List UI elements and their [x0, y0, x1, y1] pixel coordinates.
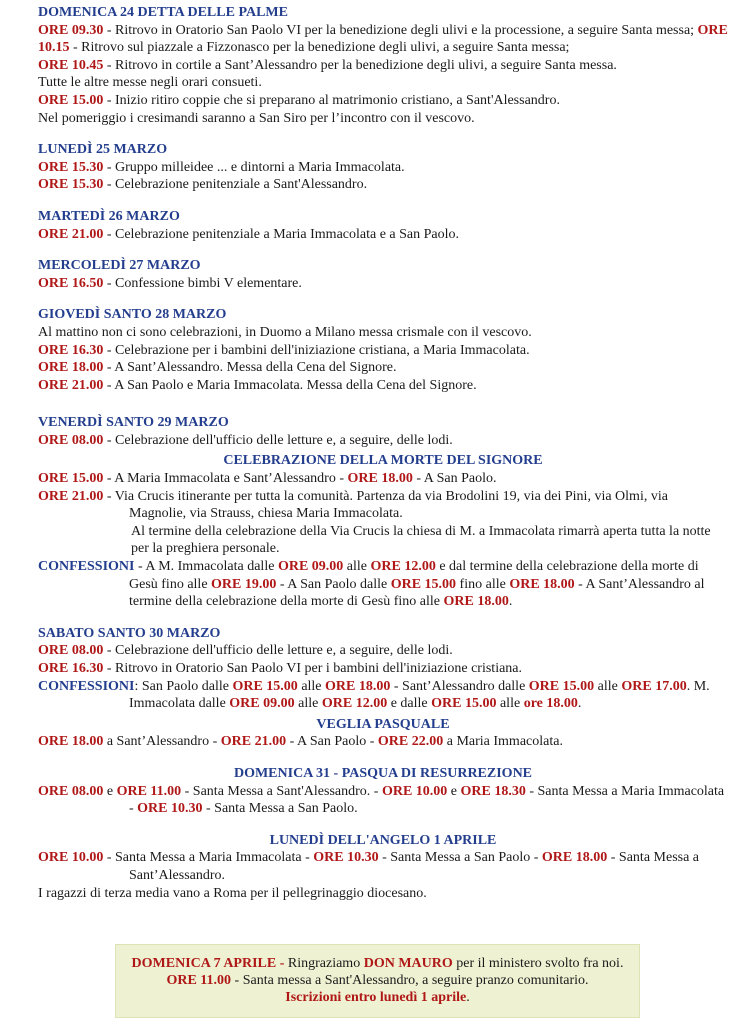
section-sabato-30	[38, 625, 728, 751]
section-title: LUNEDÌ DELL'ANGELO 1 APRILE	[269, 832, 497, 848]
section-domenica-31	[38, 765, 728, 818]
schedule-note: I ragazzi di terza media vano a Roma per il pellegrinaggio diocesano.	[38, 885, 427, 901]
schedule-line: ORE 09.30 - Ritrovo in Oratorio San Paolo VI per la benedizione degli ulivi e la processione, a seguire Santa messa; ORE 10.15 - Ritrovo sul piazzale a Fizzonasco per la benedizione degli ulivi, a seguire Santa messa;	[38, 22, 728, 56]
section-venerdi-29	[38, 414, 728, 611]
section-title: MARTEDÌ 26 MARZO	[38, 208, 180, 224]
schedule-line: ORE 21.00 - Celebrazione penitenziale a Maria Immacolata e a San Paolo.	[38, 226, 460, 242]
schedule-line: ORE 15.00 - Inizio ritiro coppie che si preparano al matrimonio cristiano, a Sant'Alessandro.	[38, 92, 560, 108]
schedule-line: ORE 10.00 - Santa Messa a Maria Immacolata - ORE 10.30 - Santa Messa a San Paolo - ORE 18.00 - Santa Messa a Sant’Alessandro.	[38, 850, 700, 883]
confessioni-line: CONFESSIONI - A M. Immacolata dalle ORE 09.00 alle ORE 12.00 e dal termine della celebrazione della morte di Gesù fino alle ORE 19.00 - A San Paolo dalle ORE 15.00 fino alle ORE 18.00 - A Sant’Alessandro al termine della celebrazione della morte di Gesù fino alle ORE 18.00.	[38, 559, 705, 610]
schedule-line: ORE 15.30 - Celebrazione penitenziale a Sant'Alessandro.	[38, 177, 368, 193]
schedule-line: ORE 08.00 - Celebrazione dell'ufficio delle letture e, a seguire, delle lodi.	[38, 643, 453, 659]
section-title: VENERDÌ SANTO 29 MARZO	[38, 415, 229, 431]
schedule-line: ORE 08.00 - Celebrazione dell'ufficio delle letture e, a seguire, delle lodi.	[38, 432, 453, 448]
section-lunedi-1-aprile	[38, 832, 728, 902]
subsection-title: CELEBRAZIONE DELLA MORTE DEL SIGNORE	[223, 453, 543, 469]
section-domenica-24	[38, 4, 728, 127]
confessioni-line: CONFESSIONI: San Paolo dalle ORE 15.00 alle ORE 18.00 - Sant’Alessandro dalle ORE 15.00 alle ORE 17.00. M. Immacolata dalle ORE 09.00 alle ORE 12.00 e dalle ORE 15.00 alle ore 18.00.	[38, 678, 710, 712]
section-title: DOMENICA 24 DETTA DELLE PALME	[38, 5, 288, 20]
section-title: SABATO SANTO 30 MARZO	[38, 625, 221, 641]
schedule-line: ORE 16.50 - Confessione bimbi V elementare.	[38, 275, 302, 291]
announcement-line: ORE 11.00 - Santa messa a Sant'Alessandro, a seguire pranzo comunitario.	[166, 973, 589, 988]
section-lunedi-25	[38, 141, 728, 194]
schedule-line: ORE 18.00 a Sant’Alessandro - ORE 21.00 - A San Paolo - ORE 22.00 a Maria Immacolata.	[38, 734, 563, 750]
schedule-page	[38, 4, 728, 902]
schedule-line: ORE 18.00 - A Sant’Alessandro. Messa della Cena del Signore.	[38, 360, 397, 376]
announcement-line: DOMENICA 7 APRILE - Ringraziamo DON MAURO per il ministero svolto fra noi.	[131, 956, 624, 971]
section-title: GIOVEDÌ SANTO 28 MARZO	[38, 307, 227, 323]
section-martedi-26	[38, 208, 728, 243]
schedule-line: ORE 21.00 - Via Crucis itinerante per tutta la comunità. Partenza da via Brodolini 19, via dei Pini, via Olmi, via Magnolie, via Strauss, chiesa Maria Immacolata.	[38, 488, 668, 522]
schedule-line: ORE 21.00 - A San Paolo e Maria Immacolata. Messa della Cena del Signore.	[38, 377, 477, 393]
section-title: MERCOLEDÌ 27 MARZO	[38, 258, 201, 274]
section-giovedi-28	[38, 306, 728, 394]
schedule-note: Al termine della celebrazione della Via Crucis la chiesa di M. a Immacolata rimarrà aperta tutta la notte per la preghiera personale.	[131, 523, 711, 557]
announcement-line: Iscrizioni entro lunedì 1 aprile.	[285, 990, 470, 1005]
schedule-line: ORE 16.30 - Celebrazione per i bambini dell'iniziazione cristiana, a Maria Immacolata.	[38, 342, 530, 358]
schedule-line: ORE 08.00 e ORE 11.00 - Santa Messa a Sant'Alessandro. - ORE 10.00 e ORE 18.30 - Santa Messa a Maria Immacolata - ORE 10.30 - Santa Messa a San Paolo.	[38, 783, 725, 817]
section-title: DOMENICA 31 - PASQUA DI RESURREZIONE	[233, 765, 533, 781]
schedule-line: ORE 15.00 - A Maria Immacolata e Sant’Alessandro - ORE 18.00 - A San Paolo.	[38, 471, 497, 487]
subsection-title: VEGLIA PASQUALE	[316, 716, 450, 732]
schedule-line: ORE 15.30 - Gruppo milleidee ... e dintorni a Maria Immacolata.	[38, 159, 405, 175]
schedule-line: ORE 16.30 - Ritrovo in Oratorio San Paolo VI per i bambini dell'iniziazione cristiana.	[38, 661, 523, 676]
schedule-line: Al mattino non ci sono celebrazioni, in Duomo a Milano messa crismale con il vescovo.	[38, 324, 532, 340]
schedule-line: ORE 10.45 - Ritrovo in cortile a Sant’Alessandro per la benedizione degli ulivi, a seguire Santa messa.	[38, 57, 617, 73]
announcement-box	[115, 944, 640, 1018]
schedule-line: Tutte le altre messe negli orari consueti.	[38, 75, 262, 91]
schedule-line: Nel pomeriggio i cresimandi saranno a San Siro per l’incontro con il vescovo.	[38, 110, 475, 126]
section-title: LUNEDÌ 25 MARZO	[38, 142, 168, 158]
section-mercoledi-27	[38, 257, 728, 292]
